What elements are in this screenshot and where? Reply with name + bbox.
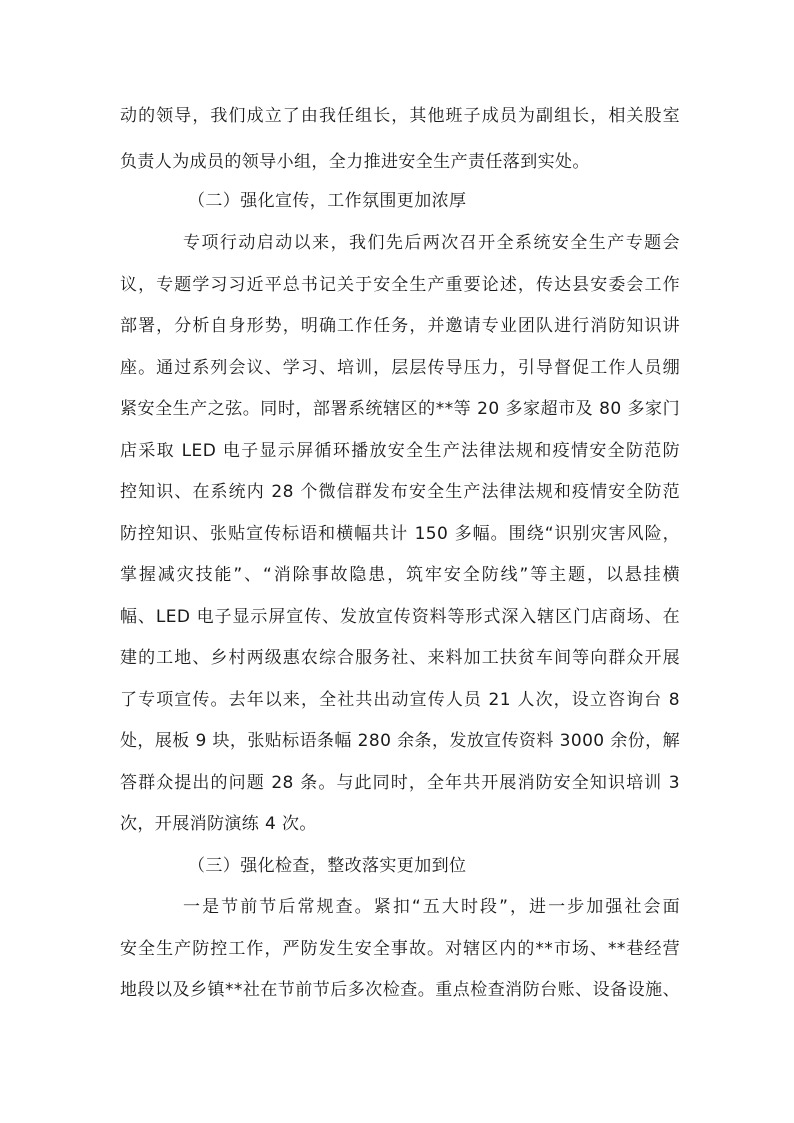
paragraph-line: 掌握减灾技能”、“消除事故隐患，筑牢安全防线”等主题，以悬挂横 xyxy=(120,565,680,585)
paragraph-line: 动的领导，我们成立了由我任组长，其他班子成员为副组长，相关股室 xyxy=(120,106,680,126)
paragraph-line: 议，专题学习习近平总书记关于安全生产重要论述，传达县安委会工作 xyxy=(120,275,680,295)
paragraph-line: 次，开展消防演练 4 次。 xyxy=(120,814,317,834)
paragraph-line: 地段以及乡镇**社在节前节后多次检查。重点检查消防台账、设备设施、 xyxy=(120,980,680,1000)
section-heading: （三）强化检查，整改落实更加到位 xyxy=(188,856,467,876)
paragraph-line: 处，展板 9 块，张贴标语条幅 280 余条，发放宣传资料 3000 余份，解 xyxy=(120,731,680,751)
paragraph-line: 紧安全生产之弦。同时，部署系统辖区的**等 20 多家超市及 80 多家门 xyxy=(120,399,680,419)
paragraph-line: 部署，分析自身形势，明确工作任务，并邀请专业团队进行消防知识讲 xyxy=(120,316,680,336)
paragraph-line: 了专项宣传。去年以来，全社共出动宣传人员 21 人次，设立咨询台 8 xyxy=(120,690,680,710)
section-heading: （二）强化宣传，工作氛围更加浓厚 xyxy=(188,191,467,211)
paragraph-line: 专项行动启动以来，我们先后两次召开全系统安全生产专题会 xyxy=(183,233,680,253)
paragraph-line: 控知识、在系统内 28 个微信群发布安全生产法律法规和疫情安全防范 xyxy=(120,482,680,502)
paragraph-line: 安全生产防控工作，严防发生安全事故。对辖区内的**市场、**巷经营 xyxy=(120,939,680,959)
paragraph-line: 一是节前节后常规查。紧扣“五大时段”，进一步加强社会面 xyxy=(183,897,680,917)
paragraph-line: 防控知识、张贴宣传标语和横幅共计 150 多幅。围绕“识别灾害风险， xyxy=(120,524,680,544)
paragraph-line: 答群众提出的问题 28 条。与此同时，全年共开展消防安全知识培训 3 xyxy=(120,773,680,793)
paragraph-line: 座。通过系列会议、学习、培训，层层传导压力，引导督促工作人员绷 xyxy=(120,358,680,378)
paragraph-line: 建的工地、乡村两级惠农综合服务社、来料加工扶贫车间等向群众开展 xyxy=(120,648,680,668)
paragraph-line: 幅、LED 电子显示屏宣传、发放宣传资料等形式深入辖区门店商场、在 xyxy=(120,607,680,627)
paragraph-line: 店采取 LED 电子显示屏循环播放安全生产法律法规和疫情安全防范防 xyxy=(120,441,680,461)
paragraph-line: 负责人为成员的领导小组，全力推进安全生产责任落到实处。 xyxy=(120,152,590,172)
